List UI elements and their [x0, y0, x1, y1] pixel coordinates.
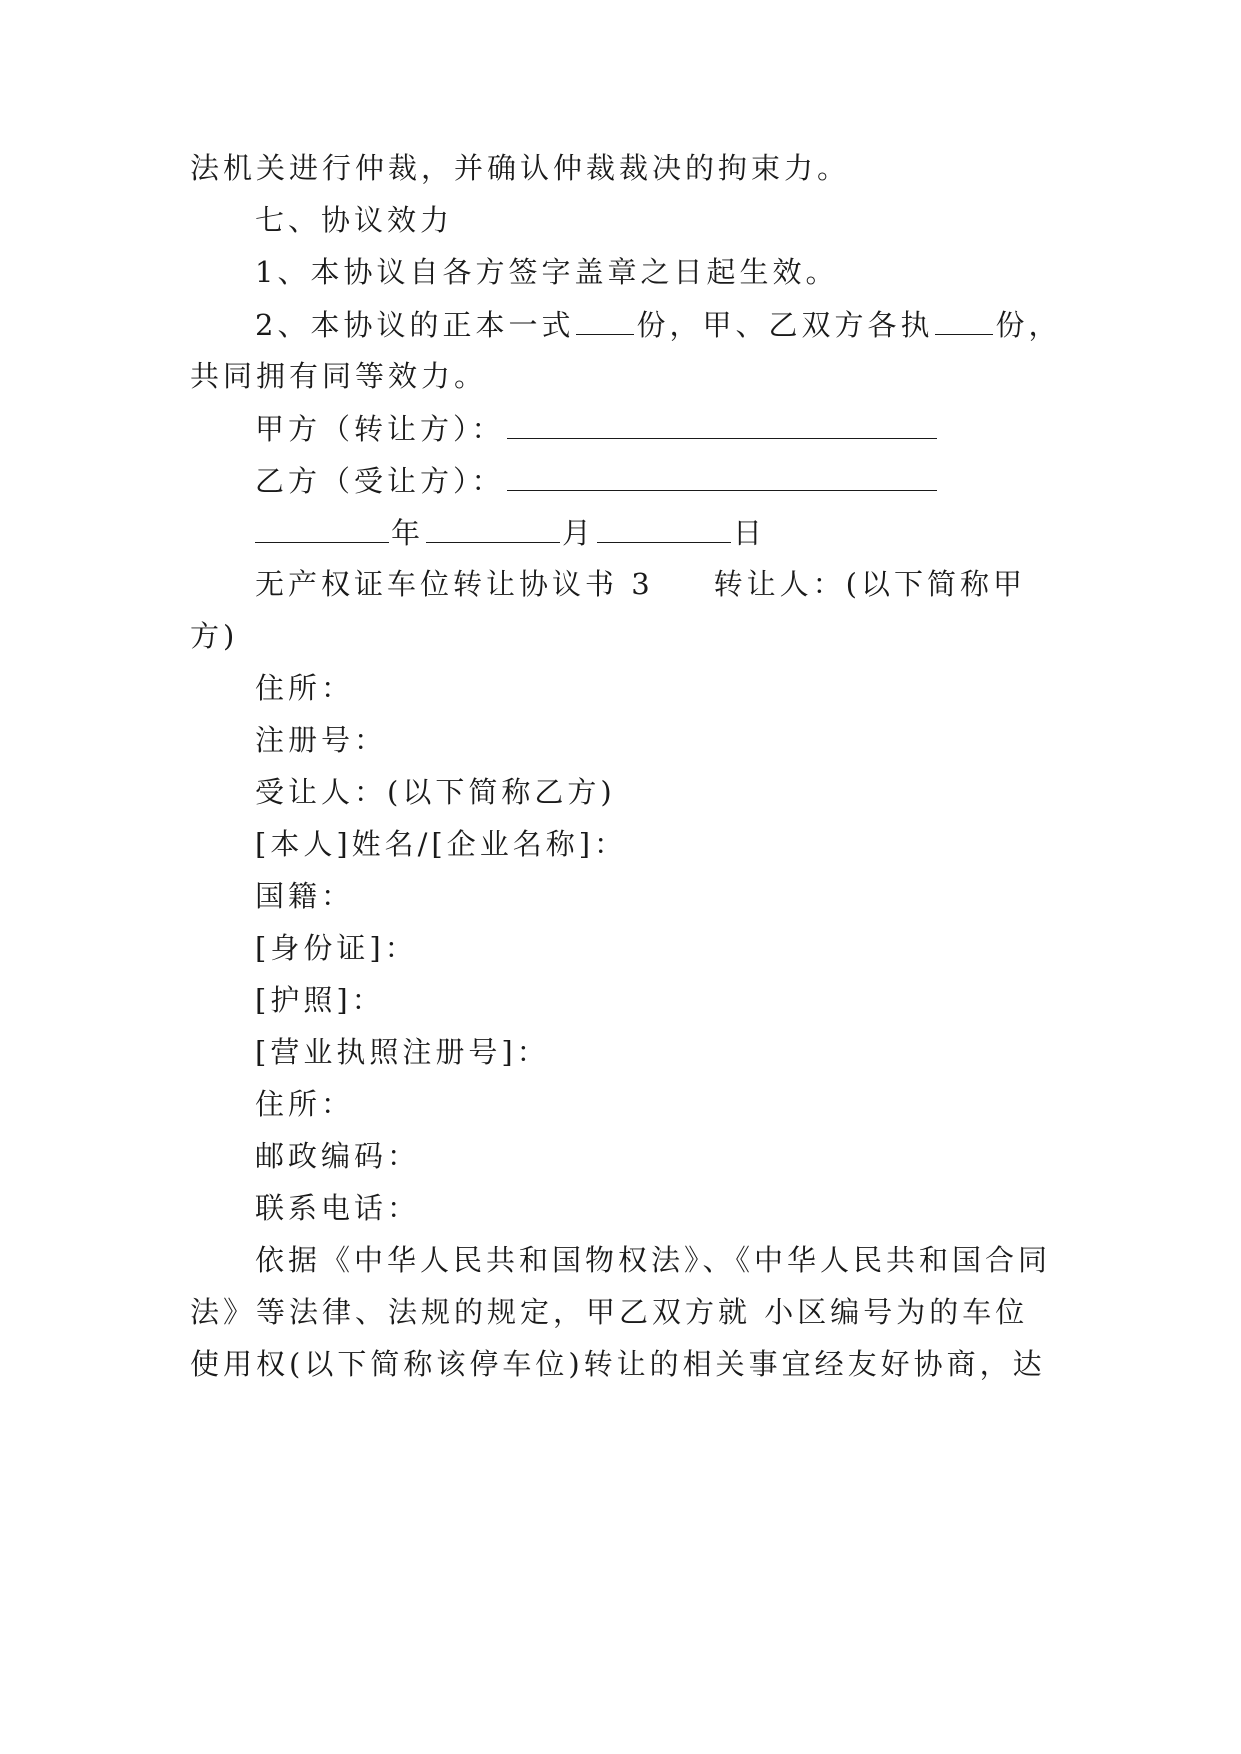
- party-a-line: [255, 408, 1135, 448]
- month-blank: [426, 512, 560, 543]
- party-a-label: 甲方（转让方）：: [255, 412, 505, 446]
- copies-text-2: 份，甲、乙双方各执: [636, 308, 934, 342]
- date-line: [255, 512, 1135, 552]
- paragraph-line: 共同拥有同等效力。: [190, 359, 488, 393]
- paragraph-line: 法机关进行仲裁，并确认仲裁裁决的拘束力。: [190, 151, 851, 185]
- year-blank: [255, 512, 389, 543]
- agreement-title: 无产权证车位转让协议书 3: [255, 567, 654, 601]
- copies-text-3: 份，: [995, 308, 1062, 342]
- paragraph-line: 使用权(以下简称该停车位)转让的相关事宜经友好协商，达: [190, 1347, 1046, 1381]
- field-line: 邮政编码：: [255, 1139, 421, 1173]
- party-b-label: 乙方（受让方）：: [255, 464, 505, 498]
- day-blank: [597, 512, 731, 543]
- field-line: [营业执照注册号]：: [255, 1035, 550, 1069]
- field-line: 住所：: [255, 1087, 355, 1121]
- day-label: 日: [733, 516, 767, 550]
- agreement-heading-line: [255, 564, 1135, 604]
- party-b-signature-blank: [507, 460, 937, 491]
- blank-field: [576, 304, 634, 335]
- party-a-signature-blank: [507, 408, 937, 439]
- blank-field: [935, 304, 993, 335]
- copies-clause: [255, 304, 1135, 344]
- party-b-line: [255, 460, 1135, 500]
- paragraph-line: 1、本协议自各方签字盖章之日起生效。: [255, 255, 839, 289]
- field-line: 联系电话：: [255, 1191, 421, 1225]
- field-line: 注册号：: [255, 723, 388, 757]
- month-label: 月: [562, 516, 596, 550]
- paragraph-line: 法》等法律、法规的规定，甲乙双方就 小区编号为的车位: [190, 1295, 1029, 1329]
- field-line: 国籍：: [255, 879, 355, 913]
- field-line: [本人]姓名/[企业名称]：: [255, 827, 628, 861]
- year-label: 年: [391, 516, 425, 550]
- copies-text-1: 2、本协议的正本一式: [255, 308, 575, 342]
- field-line: [护照]：: [255, 983, 385, 1017]
- transferor-label: 转让人：(以下简称甲: [713, 567, 1026, 601]
- field-line: [身份证]：: [255, 931, 418, 965]
- paragraph-line: 方): [190, 619, 239, 653]
- field-line: 受让人：(以下简称乙方): [255, 775, 616, 809]
- section-heading: 七、协议效力: [255, 203, 454, 237]
- field-line: 住所：: [255, 671, 355, 705]
- paragraph-line: 依据《中华人民共和国物权法》、《中华人民共和国合同: [255, 1243, 1052, 1277]
